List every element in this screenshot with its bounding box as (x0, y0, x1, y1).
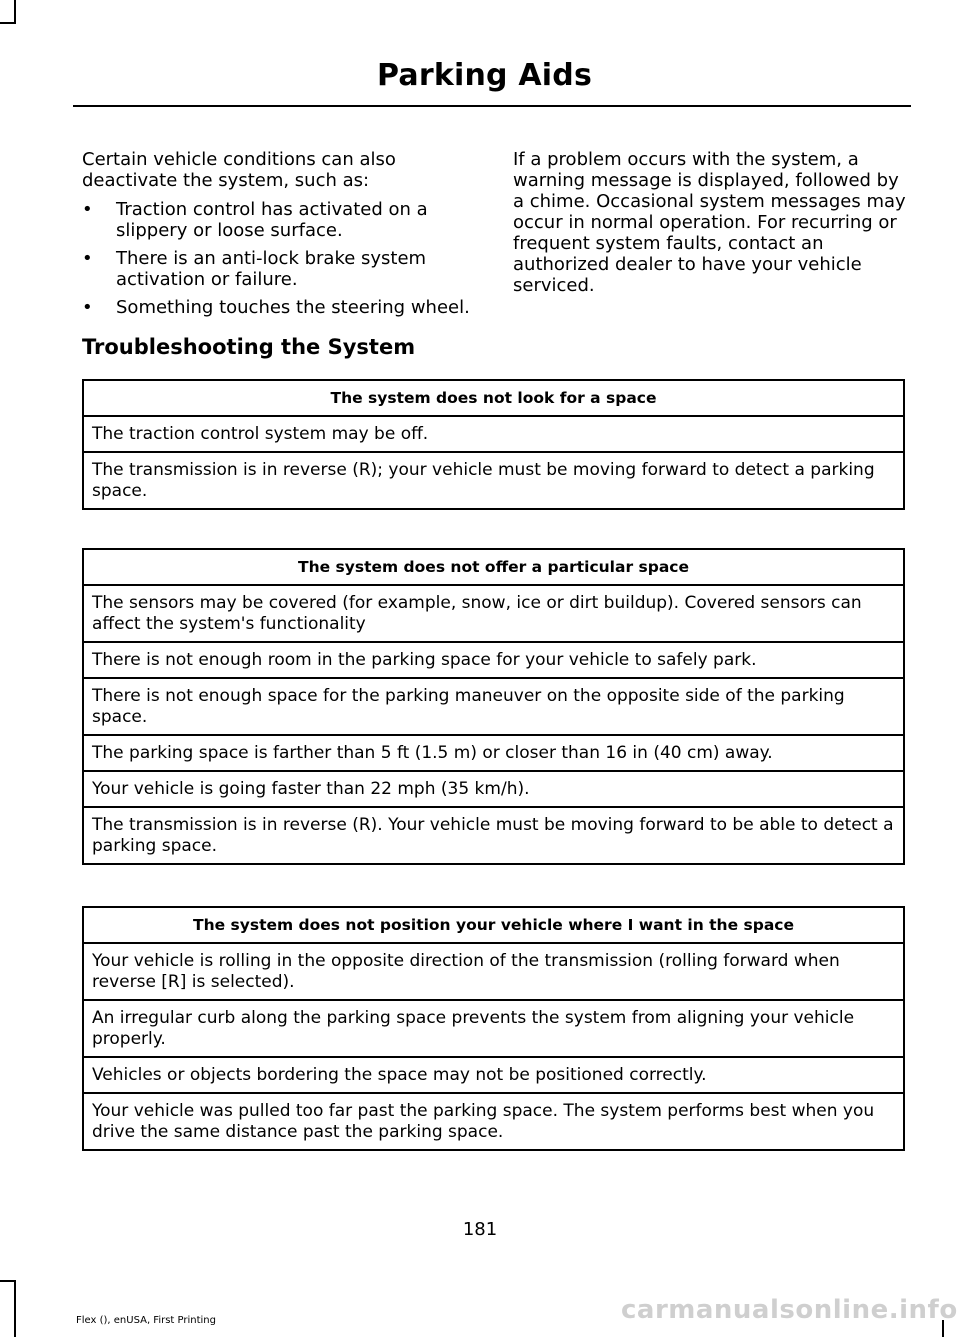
table-row: The sensors may be covered (for example, snow, ice or dirt buildup). Covered sensors can affect the system's functionality (83, 585, 904, 642)
table-row: There is not enough space for the parking maneuver on the opposite side of the parking space. (83, 678, 904, 735)
list-item: • There is an anti-lock brake system activation or failure. (82, 248, 427, 290)
intro-paragraph: Certain vehicle conditions can also deactivate the system, such as: (82, 149, 396, 191)
table-header: The system does not offer a particular space (83, 549, 904, 585)
troubleshooting-table-no-offer (82, 548, 905, 865)
page-title: Parking Aids (377, 58, 592, 93)
table-row: Vehicles or objects bordering the space may not be positioned correctly. (83, 1057, 904, 1093)
table-row: The parking space is farther than 5 ft (1.5 m) or closer than 16 in (40 cm) away. (83, 735, 904, 771)
table-row: There is not enough room in the parking space for your vehicle to safely park. (83, 642, 904, 678)
troubleshooting-table-no-search (82, 379, 905, 510)
condition-list (82, 199, 482, 318)
table-row: The transmission is in reverse (R). Your vehicle must be moving forward to be able to detect a parking space. (83, 807, 904, 864)
crop-mark-top-left-horizontal (0, 22, 16, 24)
table-row: An irregular curb along the parking space prevents the system from aligning your vehicle properly. (83, 1000, 904, 1057)
bullet-icon: • (82, 248, 93, 269)
table-row: Your vehicle is going faster than 22 mph (35 km/h). (83, 771, 904, 807)
edition-footer: Flex (), enUSA, First Printing (76, 1315, 216, 1326)
list-item: • Something touches the steering wheel. (82, 297, 470, 318)
table-header: The system does not look for a space (83, 380, 904, 416)
crop-mark-top-left-vertical (14, 0, 16, 22)
warning-paragraph: If a problem occurs with the system, a warning message is displayed, followed by a chime. Occasional system messages may occur in normal operation. For recurring or frequent system faults, contact an authorized dealer to have your vehicle serviced. (513, 149, 906, 296)
watermark: carmanualsonline.info (621, 1295, 958, 1325)
bullet-icon: • (82, 199, 93, 220)
crop-mark-bottom-left-vertical (14, 1280, 16, 1337)
table-row: Your vehicle is rolling in the opposite direction of the transmission (rolling forward when reverse [R] is selected). (83, 943, 904, 1000)
page-number: 181 (462, 1219, 498, 1240)
header-divider (73, 105, 911, 107)
crop-mark-bottom-left-horizontal (0, 1280, 16, 1282)
table-row: The traction control system may be off. (83, 416, 904, 452)
table-row: Your vehicle was pulled too far past the parking space. The system performs best when you drive the same distance past the parking space. (83, 1093, 904, 1150)
section-heading: Troubleshooting the System (82, 335, 416, 359)
right-column (513, 149, 913, 296)
table-row: The transmission is in reverse (R); your vehicle must be moving forward to detect a parking space. (83, 452, 904, 509)
bullet-icon: • (82, 297, 93, 318)
troubleshooting-table-no-position (82, 906, 905, 1151)
left-column (82, 149, 482, 325)
table-header: The system does not position your vehicle where I want in the space (83, 907, 904, 943)
list-item: • Traction control has activated on a slippery or loose surface. (82, 199, 428, 241)
